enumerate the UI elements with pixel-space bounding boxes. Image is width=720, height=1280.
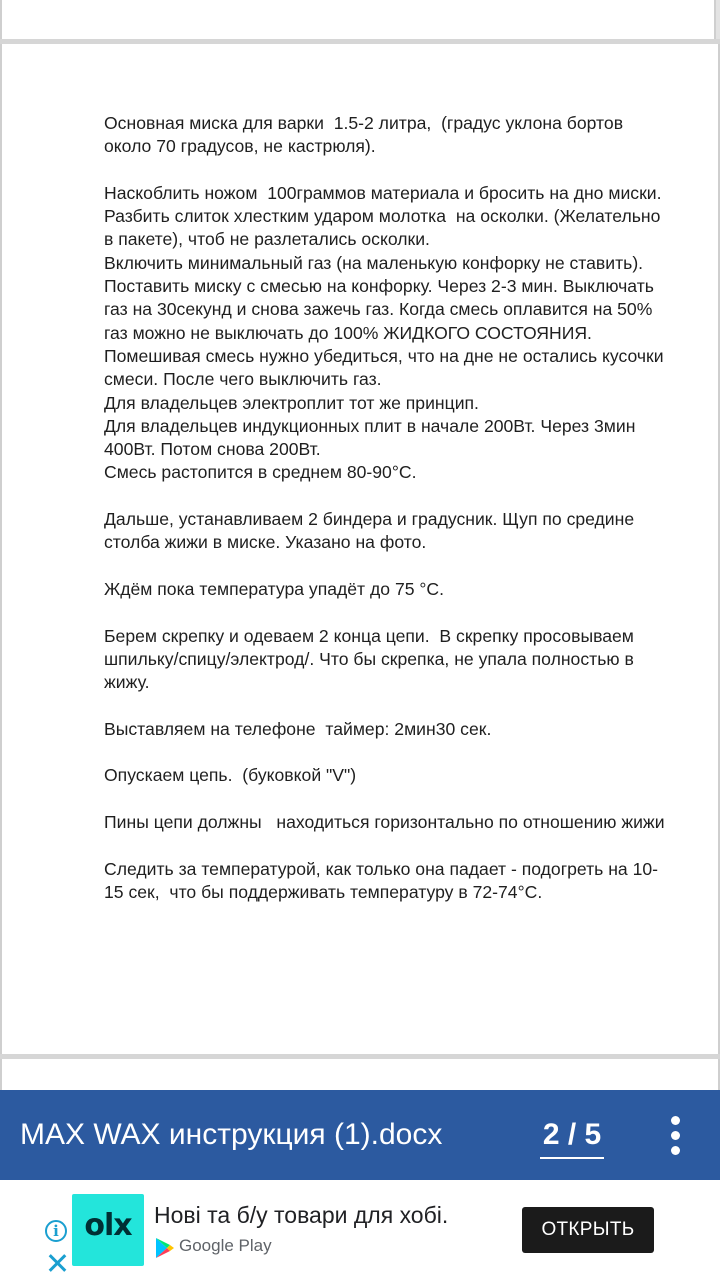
page-text <box>104 112 670 927</box>
ad-banner[interactable] <box>0 1180 720 1280</box>
paragraph: Ждём пока температура упадёт до 75 °С. <box>104 578 445 599</box>
paragraph: Берем скрепку и одеваем 2 конца цепи. В скрепку просовываем шпильку/спицу/электрод/. Что бы скрепка, не упала полностью в жижу. <box>104 625 644 693</box>
info-icon[interactable]: i <box>45 1220 67 1242</box>
paragraph: Основная миска для варки 1.5-2 литра, (градус уклона бортов около 70 градусов, не кастрюля). <box>104 113 628 157</box>
open-button[interactable]: ОТКРЫТЬ <box>522 1207 654 1253</box>
document-title: MAX WAX инструкция (1).docx <box>20 1118 443 1151</box>
olx-logo[interactable] <box>72 1194 144 1266</box>
paragraph: Опускаем цепь. (буковкой "V") <box>104 765 357 786</box>
document-page[interactable] <box>0 44 720 1054</box>
next-page-top <box>0 1059 720 1090</box>
paragraph: Наскоблить ножом 100граммов материала и бросить на дно миски. Разбить слиток хлестким ударом молотка на осколки. (Желательно в пакете), чтоб не разлетались осколки. Включить минимальный газ (на маленькую конфорку не ставить). Поставить миску с смесью на конфорку. Через 2-3 мин. Выключать газ на 30секунд и снова зажечь газ. Когда смесь оплавится на 50% газ можно не выключать до 100% ЖИДКОГО СОСТОЯНИЯ. Помешивая смесь нужно убедиться, что на дне не остались кусочки смеси. После чего выключить газ. Для владельцев электроплит тот же принцип. Для владельцев индукционных плит в начале 200Вт. Через 3мин 400Вт. Потом снова 200Вт. Смесь растопится в среднем 80-90°С. <box>104 182 664 483</box>
more-vertical-icon[interactable] <box>664 1116 688 1156</box>
bottom-toolbar <box>0 1090 720 1180</box>
paragraph: Следить за температурой, как только она падает - подогреть на 10-15 сек, что бы поддерживать температуру в 72-74°С. <box>104 858 659 902</box>
ad-headline[interactable]: Нові та б/у товари для хобі. <box>154 1202 449 1228</box>
paragraph: Пины цепи должны находиться горизонтально по отношению жижи <box>104 811 665 832</box>
paragraph: Дальше, устанавливаем 2 биндера и градусник. Щуп по средине столба жижи в миске. Указано на фото. <box>104 509 640 553</box>
close-icon[interactable] <box>46 1252 68 1274</box>
previous-page-bottom <box>0 0 716 39</box>
google-play-icon <box>155 1237 175 1259</box>
paragraph: Выставляем на телефоне таймер: 2мин30 сек. <box>104 718 492 739</box>
store-label: Google Play <box>179 1236 272 1255</box>
page-counter[interactable]: 2 / 5 <box>540 1115 604 1159</box>
logo-text: olx <box>84 1208 132 1243</box>
